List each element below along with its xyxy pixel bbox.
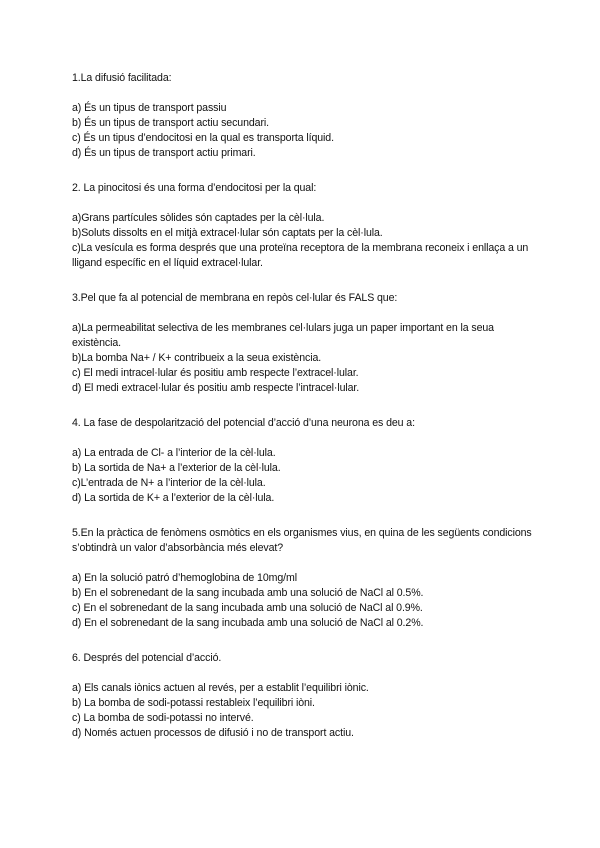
answer-option-a: a) És un tipus de transport passiu (72, 102, 227, 114)
question-5 (72, 526, 542, 631)
answer-option-c: c)L’entrada de N+ a l’interior de la cèl·lula. (72, 477, 266, 489)
question-1 (72, 71, 542, 161)
answer-options (72, 446, 542, 506)
answer-option-b: b)Soluts dissolts en el mitjà extracel·lular són captats per la cèl·lula. (72, 227, 383, 239)
answer-option-b: b) En el sobrenedant de la sang incubada amb una solució de NaCl al 0.5%. (72, 587, 424, 599)
answer-option-b: b) La sortida de Na+ a l’exterior de la cèl·lula. (72, 462, 281, 474)
answer-option-b: b) La bomba de sodi-potassi restableix l’equilibri iòni. (72, 697, 315, 709)
question-4 (72, 416, 542, 506)
answer-options (72, 571, 542, 631)
question-text: 5.En la pràctica de fenòmens osmòtics en els organismes vius, en quina de les següents condicions s’obtindrà un valor d’absorbància més elevat? (72, 527, 532, 554)
question-text: 6. Després del potencial d’acció. (72, 652, 222, 664)
answer-option-c: c)La vesícula es forma després que una proteïna receptora de la membrana reconeix i enllaça a un lligand específic en el líquid extracel·lular. (72, 242, 529, 269)
answer-option-c: c) El medi intracel·lular és positiu amb respecte l’extracel·lular. (72, 367, 359, 379)
answer-option-c: c) En el sobrenedant de la sang incubada amb una solució de NaCl al 0.9%. (72, 602, 423, 614)
answer-option-c: c) És un tipus d’endocitosi en la qual es transporta líquid. (72, 132, 334, 144)
question-text: 4. La fase de despolarització del potencial d’acció d’una neurona es deu a: (72, 417, 415, 429)
answer-option-a: a) Els canals iònics actuen al revés, per a establit l’equilibri iònic. (72, 682, 369, 694)
question-6 (72, 651, 542, 741)
answer-option-a: a) En la solució patró d’hemoglobina de 10mg/ml (72, 572, 297, 584)
questions-list (72, 71, 542, 761)
answer-options (72, 681, 542, 741)
answer-option-c: c) La bomba de sodi-potassi no intervé. (72, 712, 254, 724)
answer-option-d: d) És un tipus de transport actiu primari. (72, 147, 256, 159)
answer-option-a: a) La entrada de Cl- a l’interior de la cèl·lula. (72, 447, 276, 459)
answer-option-d: d) La sortida de K+ a l’exterior de la cèl·lula. (72, 492, 275, 504)
question-text: 2. La pinocitosi és una forma d’endocitosi per la qual: (72, 182, 317, 194)
answer-option-d: d) En el sobrenedant de la sang incubada amb una solució de NaCl al 0.2%. (72, 617, 424, 629)
question-text: 1.La difusió facilitada: (72, 72, 172, 84)
answer-options (72, 321, 542, 396)
answer-options (72, 101, 542, 161)
question-2 (72, 181, 542, 271)
answer-option-a: a)Grans partícules sòlides són captades per la cèl·lula. (72, 212, 325, 224)
answer-option-a: a)La permeabilitat selectiva de les membranes cel·lulars juga un paper important en la seua existència. (72, 322, 494, 349)
answer-option-b: b)La bomba Na+ / K+ contribueix a la seua existència. (72, 352, 322, 364)
answer-option-d: d) Només actuen processos de difusió i no de transport actiu. (72, 727, 354, 739)
answer-options (72, 211, 542, 271)
answer-option-d: d) El medi extracel·lular és positiu amb respecte l’intracel·lular. (72, 382, 360, 394)
question-text: 3.Pel que fa al potencial de membrana en repòs cel·lular és FALS que: (72, 292, 398, 304)
question-3 (72, 291, 542, 396)
answer-option-b: b) És un tipus de transport actiu secundari. (72, 117, 269, 129)
